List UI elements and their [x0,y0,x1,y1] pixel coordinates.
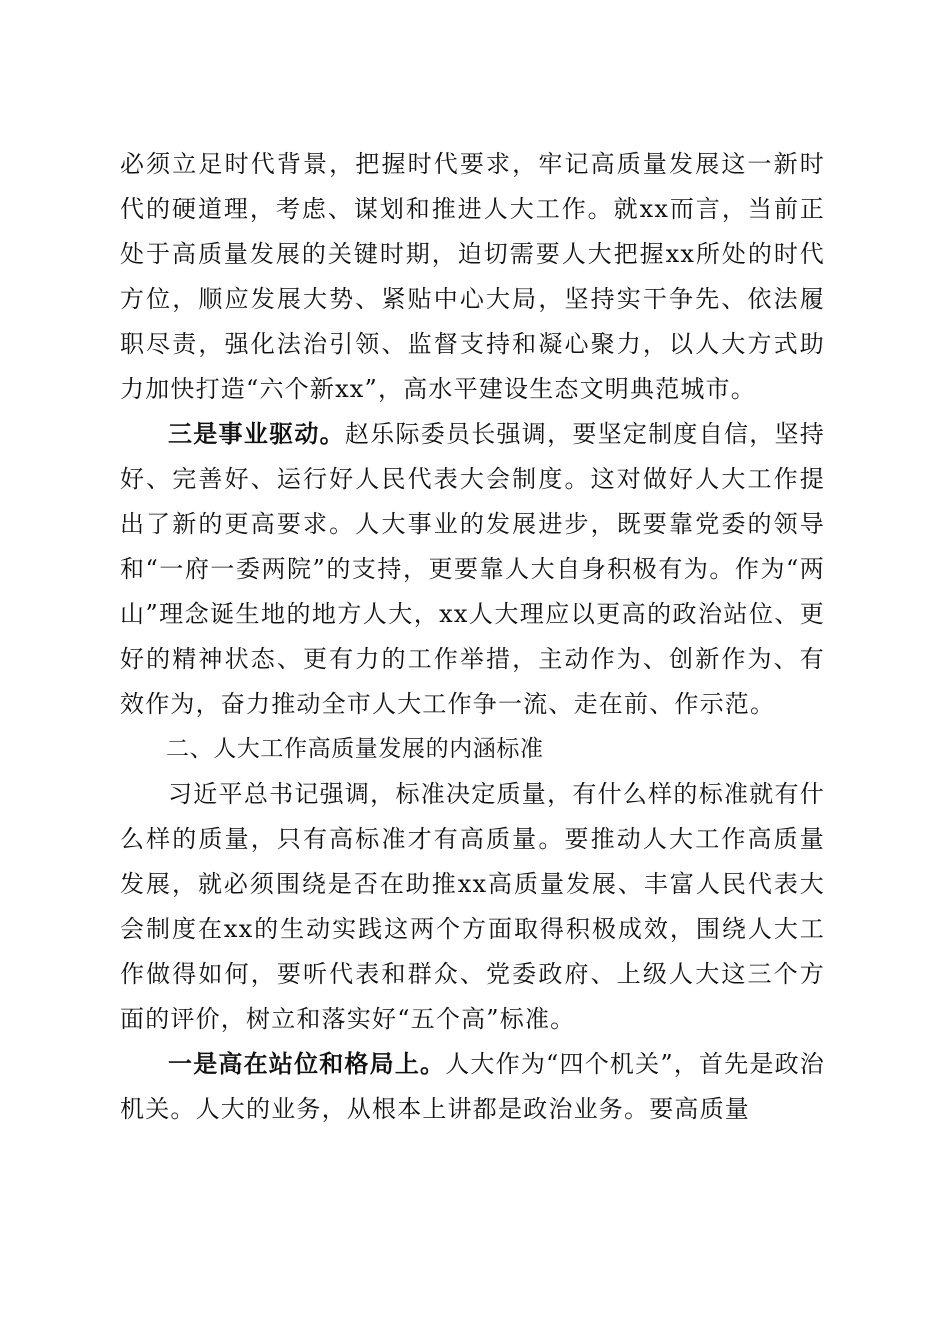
paragraph-text: 赵乐际委员长强调，要坚定制度自信，坚持好、完善好、运行好人民代表大会制度。这对做好人大工作提出了新的更高要求。人大事业的发展进步，既要靠党委的领导和“一府一委两院”的支持，更要靠人大自身积极有为。作为“两山”理念诞生地的地方人大，xx人大理应以更高的政治站位、更好的精神状态、更有力的工作举措，主动作为、创新作为、有效作为，奋力推动全市人大工作争一流、走在前、作示范。 [120,420,825,718]
paragraph-high-position [120,1042,825,1132]
paragraph-text: 习近平总书记强调，标准决定质量，有什么样的标准就有什么样的质量，只有高标准才有高质量。要推动人大工作高质量发展，就必须围绕是否在助推xx高质量发展、丰富人民代表大会制度在xx的生动实践这两个方面取得积极成效，围绕人大工作做得如何，要听代表和群众、党委政府、上级人大这三个方面的评价，树立和落实好“五个高”标准。 [120,780,825,1033]
paragraph-lead: 一是高在站位和格局上。 [168,1050,446,1078]
paragraph-standards [120,772,825,1042]
paragraph-career-driven [120,412,825,727]
paragraph-lead: 三是事业驱动。 [168,420,345,448]
section-heading: 二、人大工作高质量发展的内涵标准 [166,736,544,762]
paragraph-continuation [120,142,825,412]
body-text [120,142,825,1132]
paragraph-text: 必须立足时代背景，把握时代要求，牢记高质量发展这一新时代的硬道理，考虑、谋划和推进人大工作。就xx而言，当前正处于高质量发展的关键时期，迫切需要人大把握xx所处的时代方位，顺应发展大势、紧贴中心大局，坚持实干争先、依法履职尽责，强化法治引领、监督支持和凝心聚力，以人大方式助力加快打造“六个新xx”，高水平建设生态文明典范城市。 [120,150,825,403]
paragraph-text: 人大作为“四个机关”，首先是政治机关。人大的业务，从根本上讲都是政治业务。要高质量 [120,1050,825,1123]
